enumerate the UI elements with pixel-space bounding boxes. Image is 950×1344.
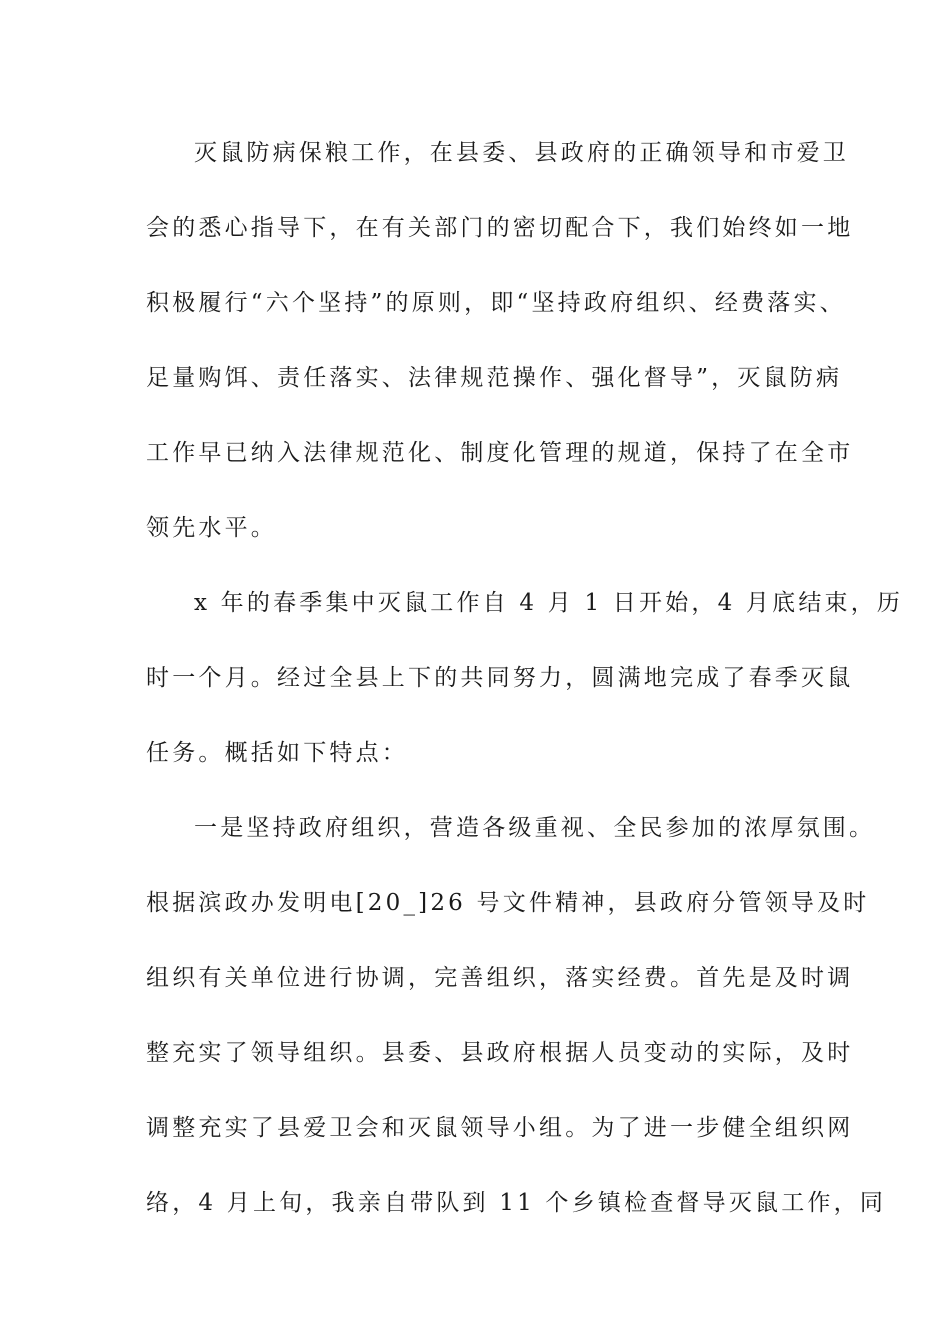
paragraph-2	[146, 578, 904, 803]
text-line: x 年的春季集中灭鼠工作自 4 月 1 日开始，4 月底结束，历	[194, 590, 904, 616]
text-line: 足量购饵、责任落实、法律规范操作、强化督导”，灭鼠防病	[146, 365, 843, 391]
paragraph-3	[146, 803, 887, 1253]
text-line: 调整充实了县爱卫会和灭鼠领导小组。为了进一步健全组织网	[146, 1115, 854, 1141]
document-body	[146, 128, 904, 1253]
text-line: 时一个月。经过全县上下的共同努力，圆满地完成了春季灭鼠	[146, 665, 854, 691]
text-line: 领先水平。	[146, 515, 277, 541]
text-line: 会的悉心指导下，在有关部门的密切配合下，我们始终如一地	[146, 215, 854, 241]
text-line: 工作早已纳入法律规范化、制度化管理的规道，保持了在全市	[146, 440, 854, 466]
text-line: 络，4 月上旬，我亲自带队到 11 个乡镇检查督导灭鼠工作，同	[146, 1190, 887, 1216]
text-line: 任务。概括如下特点：	[146, 740, 408, 766]
text-line: 一是坚持政府组织，营造各级重视、全民参加的浓厚氛围。	[194, 815, 876, 841]
text-line: 整充实了领导组织。县委、县政府根据人员变动的实际，及时	[146, 1040, 854, 1066]
paragraph-1	[146, 128, 854, 578]
text-line: 积极履行“六个坚持”的原则，即“坚持政府组织、经费落实、	[146, 290, 846, 316]
text-line: 灭鼠防病保粮工作，在县委、县政府的正确领导和市爱卫	[194, 140, 849, 166]
text-line: 根据滨政办发明电[20_]26 号文件精神，县政府分管领导及时	[146, 890, 870, 916]
text-line: 组织有关单位进行协调，完善组织，落实经费。首先是及时调	[146, 965, 854, 991]
